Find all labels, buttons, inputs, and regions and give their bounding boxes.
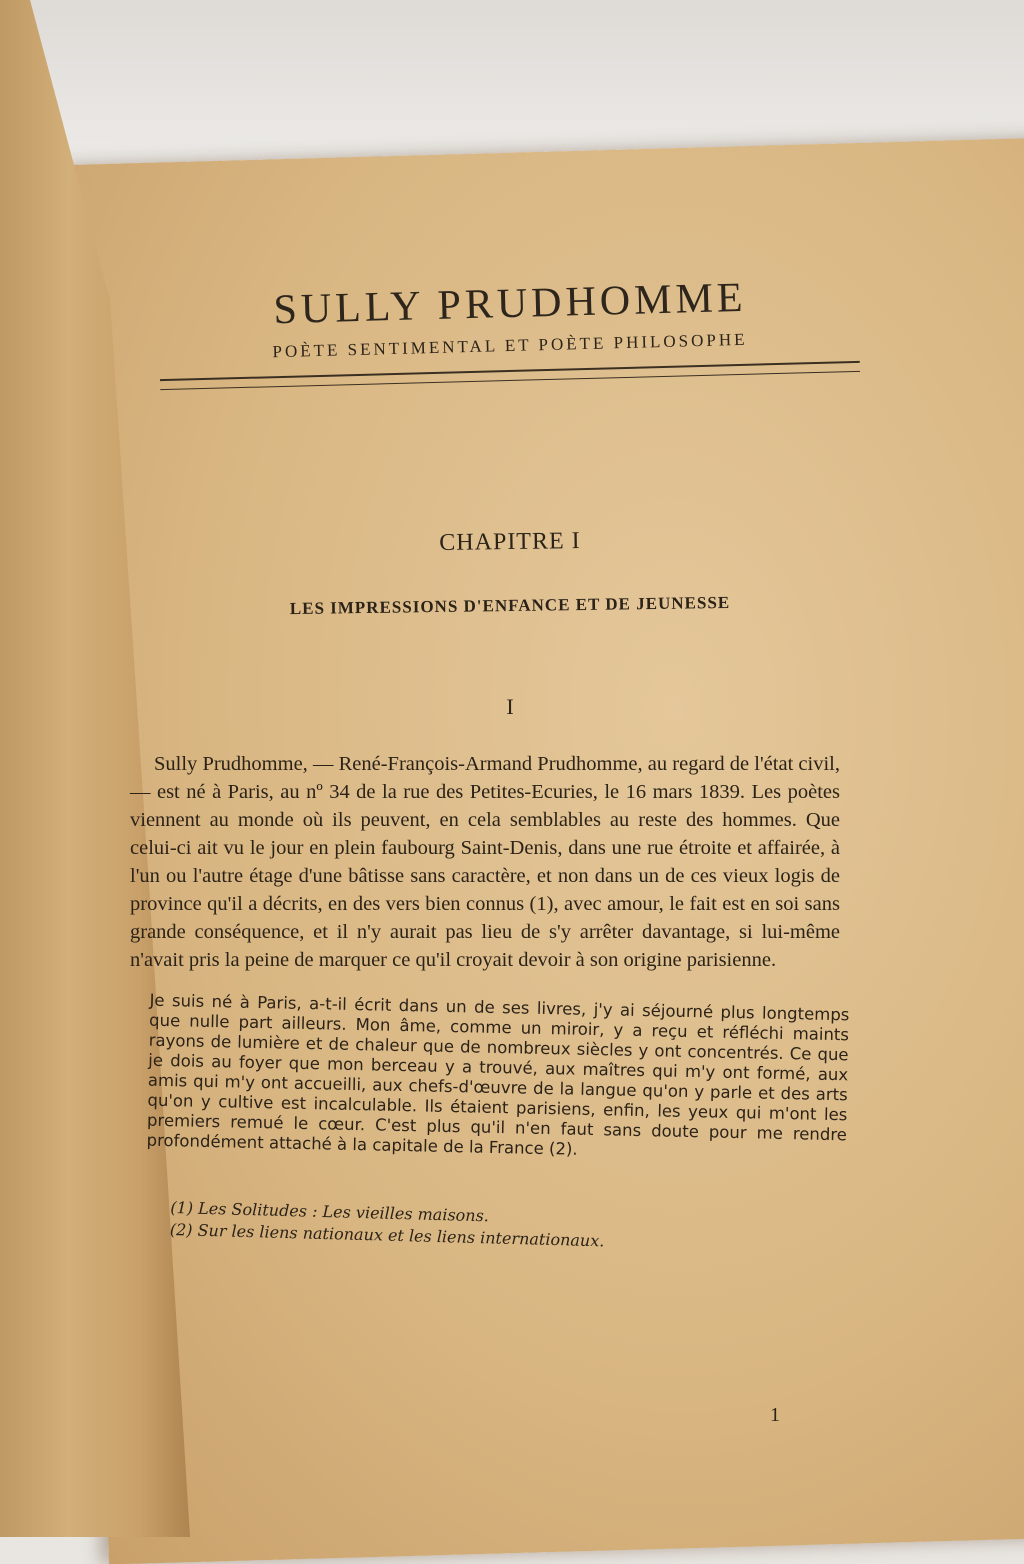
page-number: 1	[770, 1404, 780, 1426]
book-title: SULLY PRUDHOMME	[272, 274, 748, 334]
chapter-heading: CHAPITRE I	[439, 528, 581, 556]
footnote: (2) Sur les liens nationaux et les liens internationaux.	[169, 1219, 605, 1251]
footnotes	[170, 1197, 861, 1259]
section-number: I	[506, 694, 514, 719]
title-rule	[160, 361, 860, 390]
chapter-title: LES IMPRESSIONS D'ENFANCE ET DE JEUNESSE	[289, 592, 731, 619]
quoted-passage: Je suis né à Paris, a-t-il écrit dans un de ses livres, j'y ai séjourné plus longtemps que nulle part ailleurs. Mon âme, comme un miroir, y a reçu et réfléchi maints rayons de lumière et de chaleur que de nombreux siècles y ont concentrés. Ce que je dois au foyer que mon berceau y a trouvé, aux maîtres qui m'y ont formé, aux amis qui m'y ont accueilli, aux chefs-d'œuvre de la langue qu'on y parle et des arts qu'on y cultive est incalculable. Ils étaient parisiens, enfin, les yeux qui m'ont les premiers remué le cœur. C'est plus qu'il n'en faut sans doute pour me rendre profondément attaché à la capitale de la France (2).	[146, 990, 850, 1159]
body-paragraph: Sully Prudhomme, — René-François-Armand Prudhomme, au regard de l'état civil, — est né à Paris, au nº 34 de la rue des Petites-Ecuries, le 16 mars 1839. Les poètes viennent au monde où ils peuvent, en cela semblables au reste des hommes. Que celui-ci ait vu le jour en plein faubourg Saint-Denis, dans une rue étroite et affairée, à l'un ou l'autre étage d'une bâtisse sans caractère, et non dans un de ces vieux logis de province qu'il a décrits, en des vers bien connus (1), avec amour, le fait est en soi sans grande conséquence, et il n'y aurait pas lieu de s'y arrêter davantage, si lui-même n'avait pris la peine de marquer ce qu'il croyait devoir à son origine parisienne.	[130, 753, 840, 971]
page-content	[130, 274, 860, 1251]
book-subtitle: POÈTE SENTIMENTAL ET POÈTE PHILOSOPHE	[272, 329, 748, 362]
footnote: (1) Les Solitudes : Les vieilles maisons.	[170, 1197, 490, 1226]
